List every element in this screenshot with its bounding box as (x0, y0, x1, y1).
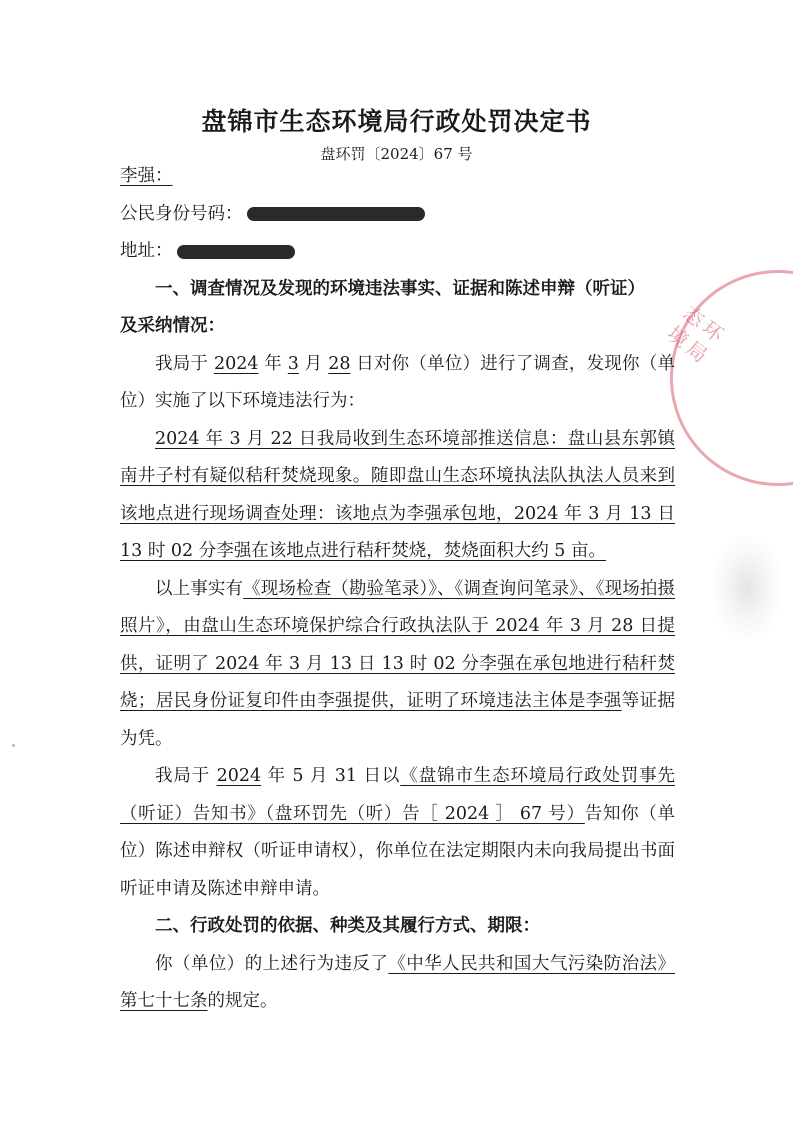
document-number: 盘环罚〔2024〕67 号 (320, 145, 473, 163)
official-seal-stamp (670, 270, 793, 486)
section1-heading-cont (120, 308, 675, 346)
facts-paragraph (120, 421, 675, 571)
party-id-line (120, 196, 675, 234)
margin-dot (12, 744, 15, 747)
section2-heading: 二、行政处罚的依据、种类及其履行方式、期限： (155, 916, 540, 936)
evidence-list: 《现场检查（勘验笔录）》、《调查询问笔录》、《现场拍摄照片》，由盘山生态环境保护综合行政执法队于 2024 年 3 月 28 日提供，证明了 2024 年 3 月 13 日 13 时 02 分李强在承包地进行秸秆焚烧；居民身份证复印件由李强提供，证明了环境违法主体是李强 (120, 578, 676, 711)
p1-year: 2024 (213, 353, 259, 374)
document-body (120, 158, 675, 1021)
document-title: 盘锦市生态环境局行政处罚决定书 (201, 107, 592, 136)
notice-year: 2024 (216, 766, 262, 786)
redacted-id-number (247, 207, 425, 221)
notice-text1: 我局于 (155, 766, 217, 786)
legal-basis-text2: 的规定。 (207, 991, 278, 1011)
party-name: 李强： (120, 166, 173, 186)
p1-text1: 我局于 (155, 353, 214, 374)
notice-paragraph (120, 758, 675, 908)
section1-heading (120, 271, 675, 309)
p1-text4: 日对你（单位）进行了调查，发现你（单位）实施了以下环境违法行为： (120, 353, 675, 411)
notice-text3: 告知你（单位）陈述申辩权（听证申请权），你单位在法定期限内未向我局提出书面听证申请及陈述申辩申请。 (120, 803, 675, 899)
p1-text2: 年 (258, 353, 288, 374)
party-address-line (120, 233, 675, 271)
legal-basis-law: 《中华人民共和国大气污染防治法》第七十七条 (120, 953, 676, 1011)
evidence-paragraph (120, 571, 675, 759)
evidence-outro: 等证据为凭。 (120, 691, 676, 749)
investigation-paragraph (120, 346, 675, 421)
official-seal-text: 态环境局 (662, 300, 732, 370)
p1-text3: 月 (298, 353, 329, 374)
id-label: 公民身份号码： (120, 203, 243, 224)
address-label: 地址： (120, 241, 173, 261)
facts-text: 2024 年 3 月 22 日我局收到生态环境部推送信息：盘山县东郭镇南井子村有疑似秸秆焚烧现象。随即盘山生态环境执法队执法人员来到该地点进行现场调查处理：该地点为李强承包地，2024 年 3 月 13 日 13 时 02 分李强在该地点进行秸秆焚烧，焚烧面积大约 5 亩。 (120, 428, 675, 561)
scan-smudge (712, 535, 782, 640)
legal-basis-paragraph (120, 946, 675, 1021)
p1-day: 28 (328, 353, 351, 374)
notice-doc: 《盘锦市生态环境局行政处罚事先（听证）告知书》（盘环罚先（听）告［ 2024 ］ 67 号） (120, 766, 675, 824)
notice-text2: 年 5 月 31 日以 (261, 766, 401, 786)
legal-basis-text1: 你（单位）的上述行为违反了 (155, 953, 389, 974)
section1-heading-part1: 一、调查情况及发现的环境违法事实、证据和陈述申辩（听证） (155, 278, 645, 299)
evidence-intro: 以上事实有 (155, 578, 244, 599)
redacted-address (177, 245, 295, 259)
p1-month: 3 (287, 353, 299, 374)
party-name-line (120, 158, 675, 196)
section1-heading-part2: 及采纳情况： (120, 316, 225, 336)
